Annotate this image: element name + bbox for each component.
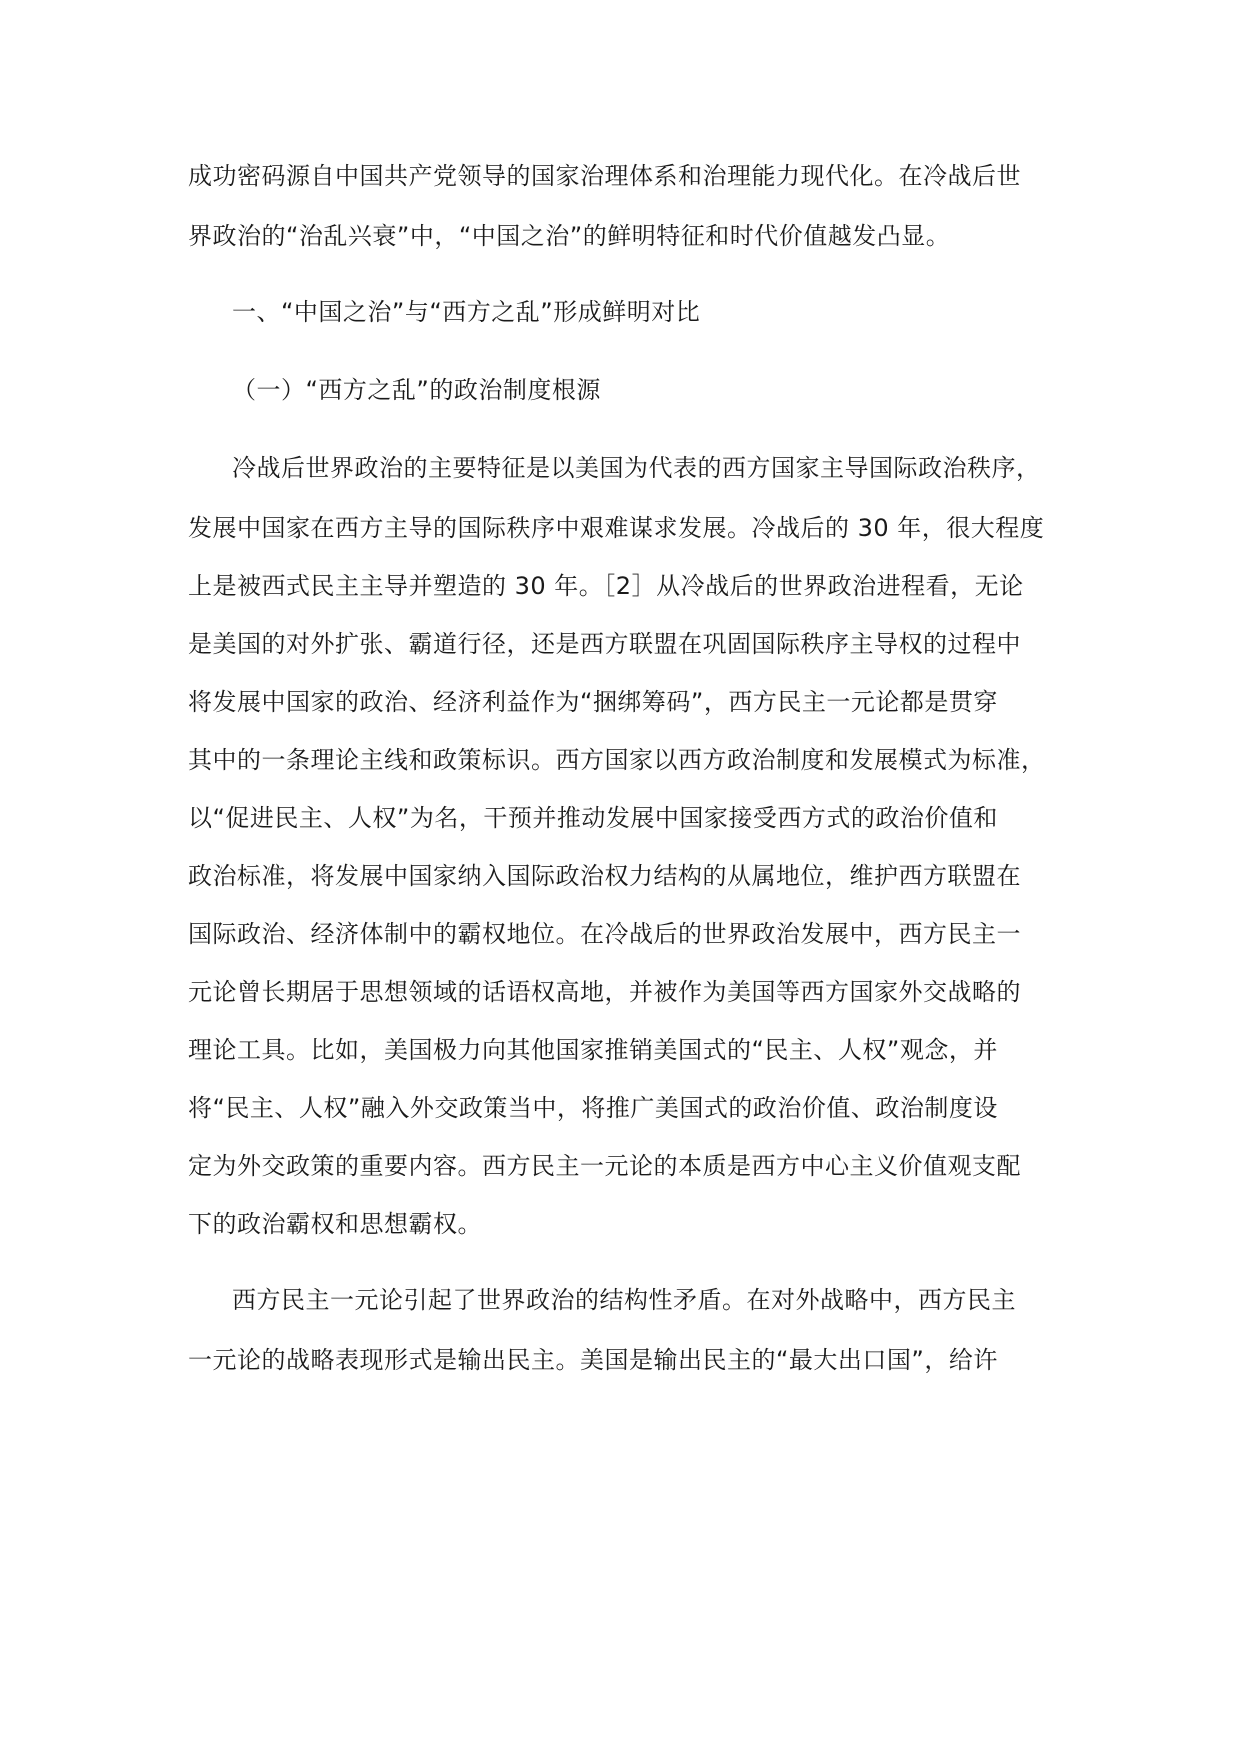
- paragraph-line: 元论曾长期居于思想领域的话语权高地，并被作为美国等西方国家外交战略的: [188, 978, 1021, 1006]
- paragraph-line: 理论工具。比如，美国极力向其他国家推销美国式的“民主、人权”观念，并: [188, 1036, 998, 1064]
- paragraph-line: 其中的一条理论主线和政策标识。西方国家以西方政治制度和发展模式为标准，: [188, 746, 1046, 774]
- paragraph-line: 冷战后世界政治的主要特征是以美国为代表的西方国家主导国际政治秩序，: [232, 454, 1041, 482]
- paragraph-line: 国际政治、经济体制中的霸权地位。在冷战后的世界政治发展中，西方民主一: [188, 920, 1021, 948]
- paragraph-line: 是美国的对外扩张、霸道行径，还是西方联盟在巩固国际秩序主导权的过程中: [188, 630, 1021, 658]
- intro-line: 成功密码源自中国共产党领导的国家治理体系和治理能力现代化。在冷战后世: [188, 162, 1021, 190]
- paragraph-line: 发展中国家在西方主导的国际秩序中艰难谋求发展。冷战后的 30 年，很大程度: [188, 514, 1045, 542]
- paragraph-line: 以“促进民主、人权”为名，干预并推动发展中国家接受西方式的政治价值和: [188, 804, 998, 832]
- paragraph-line: 一元论的战略表现形式是输出民主。美国是输出民主的“最大出口国”，给许: [188, 1346, 998, 1374]
- paragraph-line: 下的政治霸权和思想霸权。: [188, 1210, 482, 1238]
- intro-line: 界政治的“治乱兴衰”中，“中国之治”的鲜明特征和时代价值越发凸显。: [188, 222, 951, 250]
- subsection-heading: （一）“西方之乱”的政治制度根源: [232, 376, 601, 404]
- paragraph-line: 定为外交政策的重要内容。西方民主一元论的本质是西方中心主义价值观支配: [188, 1152, 1021, 1180]
- paragraph-line: 将“民主、人权”融入外交政策当中，将推广美国式的政治价值、政治制度设: [188, 1094, 998, 1122]
- section-heading: 一、“中国之治”与“西方之乱”形成鲜明对比: [232, 298, 701, 326]
- paragraph-line: 西方民主一元论引起了世界政治的结构性矛盾。在对外战略中，西方民主: [232, 1286, 1016, 1314]
- paragraph-line: 上是被西式民主主导并塑造的 30 年。［2］从冷战后的世界政治进程看，无论: [188, 572, 1024, 600]
- paragraph-line: 政治标准，将发展中国家纳入国际政治权力结构的从属地位，维护西方联盟在: [188, 862, 1021, 890]
- paragraph-line: 将发展中国家的政治、经济利益作为“捆绑筹码”，西方民主一元论都是贯穿: [188, 688, 998, 716]
